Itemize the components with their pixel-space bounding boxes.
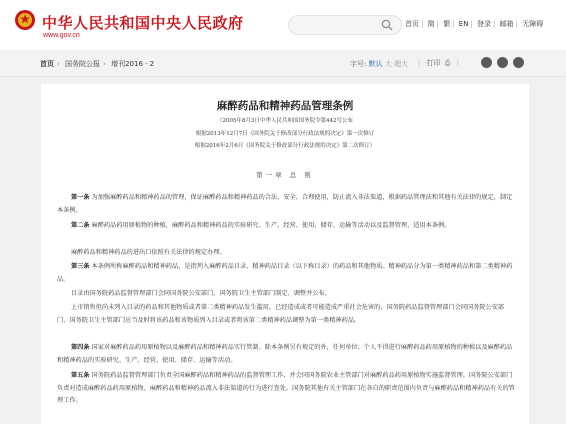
article-number: 第三条 (71, 263, 90, 270)
breadcrumb-issue[interactable]: 增刊2016 · 2 (111, 60, 155, 68)
share-wechat-icon[interactable] (481, 57, 492, 68)
article-paragraph (57, 192, 515, 217)
article-paragraph (57, 261, 515, 286)
document-subtitle-2: 根据2013年12月7日《国务院关于修改部分行政法规的决定》第一次修订 (195, 131, 375, 137)
link-mail[interactable]: 邮箱 (499, 20, 514, 28)
article-text: 麻醉药品和精神药品的进出口依照有关法律的规定办理。 (71, 249, 226, 256)
font-size-switcher (350, 59, 408, 69)
article-text: 国务院药品监督管理部门负责全国麻醉药品和精神药品的监督管理工作，并会同国务院农业主管部门对麻醉药品药用原植物实施监督管理。国务院公安部门负责对造成麻醉药品药用原植物、麻醉药品和精神药品流入非法渠道的行为进行查处。国务院其他有关主管部门在各自的职责范围内负责与麻醉药品和精神药品有关的管理工作。 (57, 372, 515, 404)
document-subtitle-3: 根据2016年2月6日《国务院关于修改部分行政法规的决定》第二次修订） (194, 143, 376, 149)
search-icon[interactable] (381, 19, 393, 31)
font-size-larger[interactable]: 超大 (394, 60, 409, 68)
document-subtitle-1: （2005年8月3日中华人民共和国国务院令第442号公布 (217, 118, 353, 124)
article-text: 国家对麻醉药品药用原植物以及麻醉药品和精神药品实行管制。除本条例另有规定的外，任何单位、个人不得进行麻醉药品药用原植物的种植以及麻醉药品和精神药品的实验研究、生产、经营、使用、储存、运输等活动。 (57, 344, 513, 364)
top-links: 首页 | 简 | 繁 | EN | 登录 | 邮箱 | 无障碍 (405, 20, 544, 28)
document-title: 麻醉药品和精神药品管理条例 (216, 100, 354, 112)
article-text: 本条例所称麻醉药品和精神药品，是指列入麻醉药品目录、精神药品目录（以下称目录）的药品和其他物质。精神药品分为第一类精神药品和第二类精神药品。 (57, 263, 513, 283)
breadcrumb-bar (0, 50, 566, 77)
share-weibo-icon[interactable] (497, 57, 508, 68)
breadcrumb: 首页 › 国务院公报 › 增刊2016 · 2 (40, 60, 155, 68)
article-number: 第二条 (71, 222, 90, 229)
page-tools: | 打印 ⎙ | (418, 59, 460, 67)
site-title[interactable]: 中华人民共和国中央人民政府 (42, 14, 244, 32)
site-url[interactable]: www.gov.cn (43, 32, 80, 39)
article-text: 麻醉药品药用原植物的种植，麻醉药品和精神药品的实验研究、生产、经营、使用、储存、运输等活动以及监督管理，适用本条例。 (91, 222, 451, 229)
article-number: 第四条 (71, 344, 90, 351)
font-size-large[interactable]: 大 (384, 60, 392, 68)
chapter-heading: 第一章 总 则 (256, 171, 314, 179)
article-text: 为加强麻醉药品和精神药品的管理，保证麻醉药品和精神药品的合法、安全、合理使用，防止流入非法渠道，根据药品管理法和其他有关法律的规定，制定本条例。 (57, 194, 513, 214)
link-traditional[interactable]: 繁 (443, 20, 451, 28)
article-paragraph (57, 342, 515, 367)
share-qzone-icon[interactable] (513, 57, 524, 68)
link-login[interactable]: 登录 (477, 20, 492, 28)
site-header (0, 0, 566, 50)
font-size-label: 字号: (350, 60, 367, 68)
article-text: 上市销售但尚未列入目录的药品和其他物质或者第二类精神药品发生滥用，已经造成或者可能造成严重社会危害的，国务院药品监督管理部门会同国务院公安部门、国务院卫生主管部门应当及时将该药品和该物质列入目录或者将该第二类精神药品调整为第一类精神药品。 (57, 304, 505, 324)
font-size-default[interactable]: 默认 (368, 60, 383, 68)
article-paragraph (57, 302, 515, 327)
article-number: 第一条 (71, 194, 90, 201)
breadcrumb-home[interactable]: 首页 (40, 60, 54, 68)
article-paragraph (57, 288, 515, 301)
article-text: 目录由国务院药品监督管理部门会同国务院公安部门、国务院卫生主管部门制定、调整并公布。 (71, 290, 331, 297)
link-accessibility[interactable]: 无障碍 (522, 20, 544, 28)
link-english[interactable]: EN (458, 20, 469, 28)
article-paragraph (57, 247, 515, 260)
article-paragraph (57, 220, 515, 233)
article-number: 第五条 (71, 372, 90, 379)
link-home[interactable]: 首页 (405, 20, 419, 28)
breadcrumb-bulletin[interactable]: 国务院公报 (65, 60, 101, 68)
article-paragraph (57, 370, 515, 408)
printer-icon[interactable]: ⎙ (444, 59, 451, 67)
document-page (41, 84, 529, 424)
link-simplified[interactable]: 简 (427, 20, 435, 28)
search-input[interactable] (288, 15, 402, 35)
print-button[interactable]: 打印 (426, 59, 441, 67)
national-emblem-icon[interactable] (14, 9, 36, 31)
